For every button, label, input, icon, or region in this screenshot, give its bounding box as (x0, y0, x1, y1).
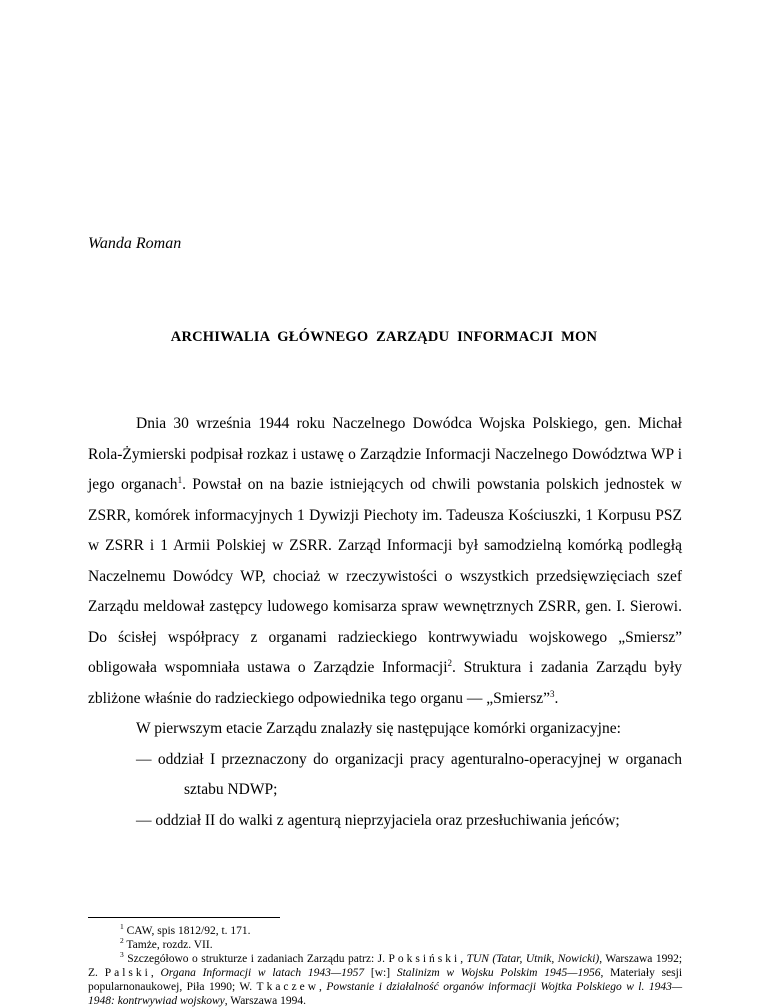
footnote-1 (88, 924, 682, 938)
footnote-text: [w:] (370, 967, 391, 979)
footnote-number: 3 (120, 950, 124, 960)
list-item: — oddział II do walki z agenturą nieprzyjaciela oraz przesłuchiwania jeńców; (136, 811, 620, 829)
footnote-number: 2 (120, 936, 124, 946)
unit-list (88, 745, 682, 837)
footnote-text: , Warszawa 1992; Z. (88, 953, 683, 979)
footnote-ref-1: 1 (177, 474, 183, 485)
paragraph-1 (88, 409, 682, 714)
cited-title: Organa Informacji w latach 1943—1957 (160, 967, 365, 979)
cited-author: Tkaczew (256, 981, 320, 993)
footnote-text: Tamże, rozdz. VII. (126, 939, 213, 951)
footnote-3 (88, 952, 682, 1008)
footnote-number: 1 (120, 922, 124, 932)
cited-author: Palski (104, 967, 151, 979)
footnote-text: , Warszawa 1994. (224, 995, 306, 1007)
list-item: — oddział I przeznaczony do organizacji pracy agenturalno-operacyjnej w organach sztabu NDWP; (136, 750, 682, 798)
footnote-2 (88, 938, 682, 952)
footnote-text: , (319, 981, 322, 993)
footnote-text: , Materiały sesji popularnonaukowej, Piła 1990; W. (88, 967, 683, 993)
paragraph-1-part-c: . Struktura i zadania Zarządu były zbliżone właśnie do radzieckiego odpowiednika tego organu — „Smiersz” (88, 659, 682, 707)
paragraph-1-part-a: Dnia 30 września 1944 roku Naczelnego Dowódca Wojska Polskiego, gen. Michał Rola-Żymierski podpisał rozkaz i ustawę o Zarządzie Informacji Naczelnego Dowództwa WP i jego organach (88, 415, 682, 493)
paragraph-2: W pierwszym etacie Zarządu znalazły się następujące komórki organizacyjne: (136, 720, 621, 737)
footnote-separator (88, 917, 280, 918)
footnote-text: Szczegółowo o strukturze i zadaniach Zarządu patrz: J. (127, 953, 385, 965)
cited-title: Stalinizm w Wojsku Polskim 1945—1956 (396, 967, 601, 979)
footnote-ref-2: 2 (447, 657, 453, 668)
footnote-ref-3: 3 (549, 688, 555, 699)
footnote-text: , (150, 967, 154, 979)
author-name: Wanda Roman (88, 235, 182, 252)
cited-author: Poksiński (388, 953, 461, 965)
document-title: ARCHIWALIA GŁÓWNEGO ZARZĄDU INFORMACJI MON (170, 329, 598, 345)
cited-title: TUN (Tatar, Utnik, Nowicki) (466, 953, 600, 965)
paragraph-1-part-b: . Powstał on na bazie istniejących od chwili powstania polskich jednostek w ZSRR, komórek informacyjnych 1 Dywizji Piechoty im. Tadeusza Kościuszki, 1 Korpusu PSZ w ZSRR i 1 Armii Polskiej w ZSRR. Zarząd Informacji był samodzielną komórką podległą Naczelnemu Dowódcy WP, chociaż w rzeczywistości o wszystkich przedsięwzięciach szef Zarządu meldował zastępcy ludowego komisarza spraw wewnętrznych ZSRR, gen. I. Sierowi. Do ścisłej współpracy z organami radzieckiego kontrwywiadu wojskowego „Smiersz” obligowała wspomniała ustawa o Zarządzie Informacji (88, 476, 682, 676)
footnotes (88, 924, 682, 1008)
body-text (88, 409, 682, 836)
footnote-text: , (460, 953, 464, 965)
footnote-text: CAW, spis 1812/92, t. 171. (126, 925, 251, 937)
paragraph-1-part-d: . (554, 689, 559, 707)
cited-title: Powstanie i działalność organów informacji Wojtka Polskiego w l. 1943—1948: kontrwywiad wojskowy (88, 981, 683, 1007)
